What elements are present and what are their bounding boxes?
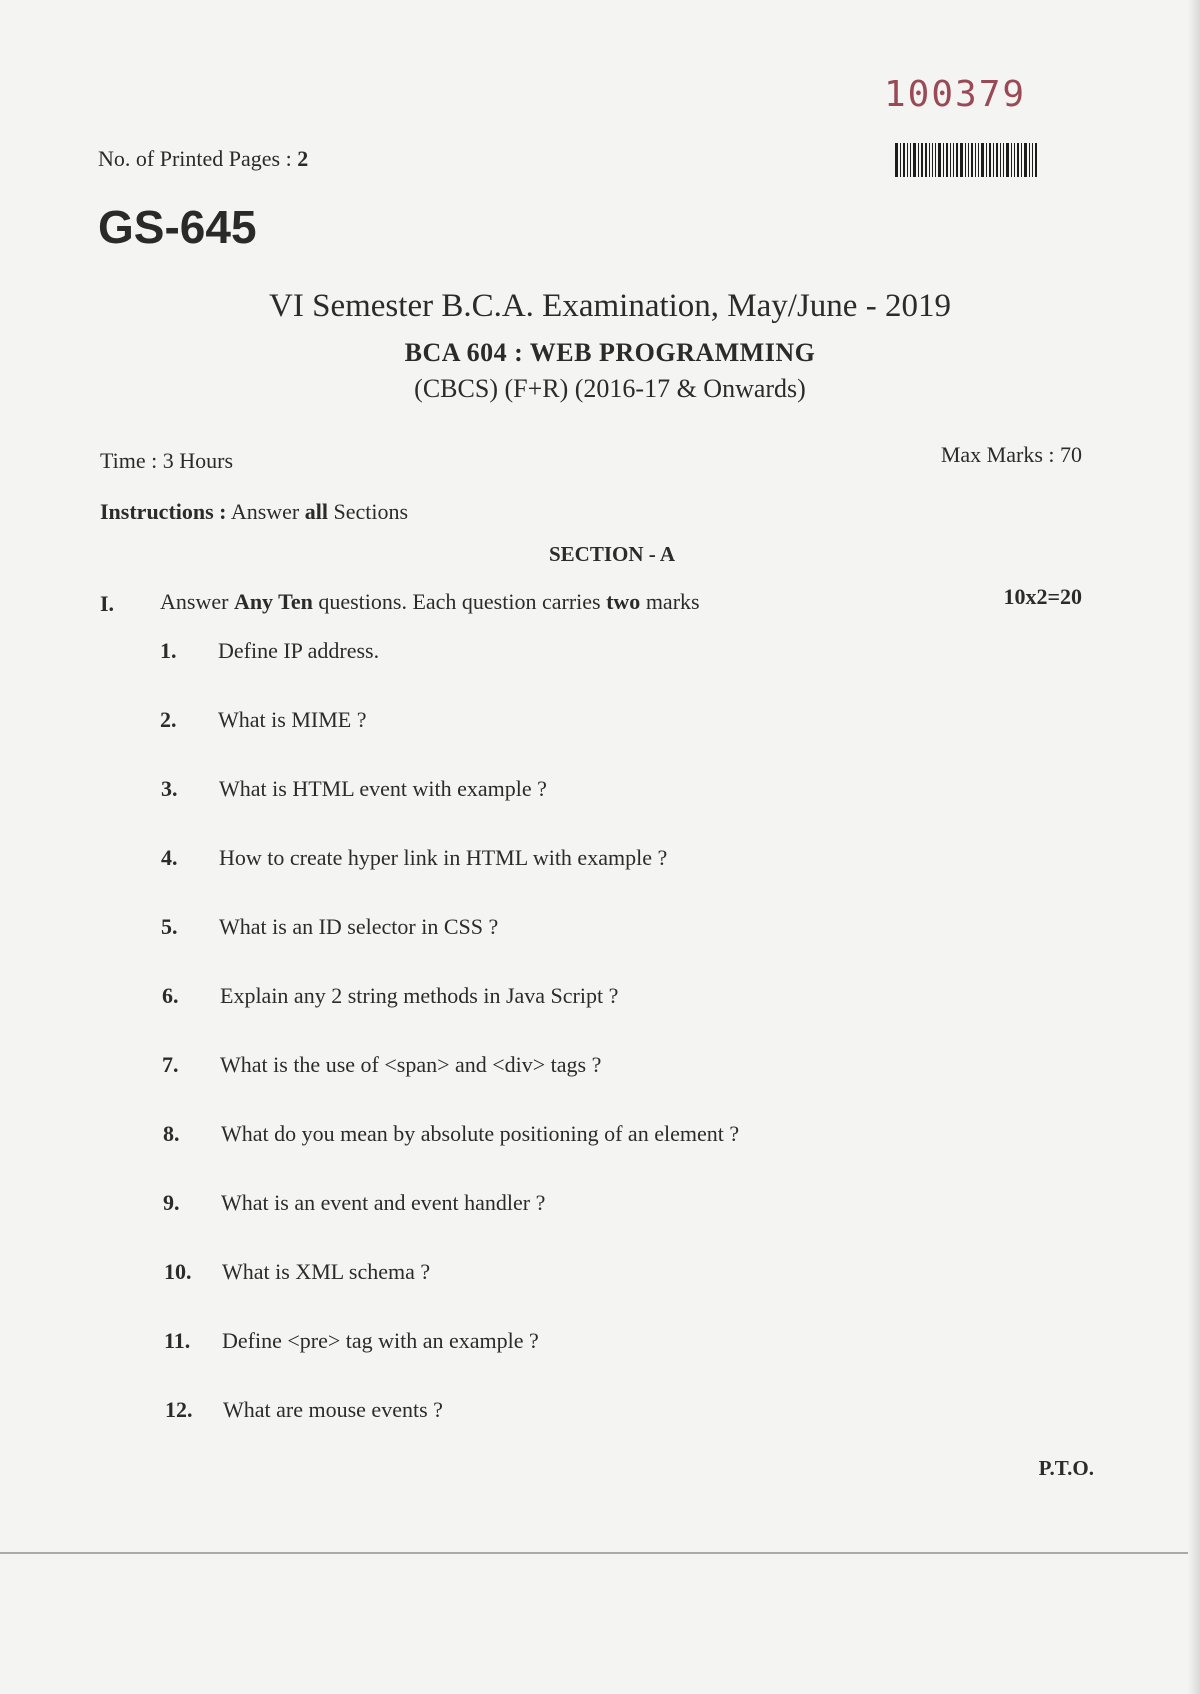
question-text: What is XML schema ? bbox=[222, 1259, 431, 1284]
question-number: 1. bbox=[160, 638, 177, 663]
question-number: 9. bbox=[163, 1190, 180, 1215]
instructions-post: Sections bbox=[333, 499, 409, 524]
instructions bbox=[100, 499, 408, 525]
section-marks: 10x2=20 bbox=[1003, 584, 1082, 609]
barcode-bar bbox=[935, 143, 936, 177]
barcode-bar bbox=[986, 143, 987, 177]
barcode-bar bbox=[1032, 143, 1033, 177]
barcode-bar bbox=[925, 143, 927, 177]
question-item bbox=[164, 1259, 430, 1285]
serial-number: 100379 bbox=[884, 74, 1027, 115]
question-item bbox=[164, 1328, 539, 1354]
barcode-bar bbox=[907, 143, 908, 177]
scheme-line: (CBCS) (F+R) (2016-17 & Onwards) bbox=[414, 374, 806, 403]
question-item bbox=[162, 1052, 601, 1078]
instructions-pre: Answer bbox=[230, 499, 300, 524]
question-text: Define <pre> tag with an example ? bbox=[222, 1328, 539, 1353]
please-turn-over: P.T.O. bbox=[1038, 1456, 1094, 1480]
barcode-bar bbox=[1021, 143, 1022, 177]
page-divider bbox=[0, 1552, 1200, 1554]
barcode-bar bbox=[900, 143, 901, 177]
barcode-bar bbox=[968, 143, 969, 177]
printed-pages-value: 2 bbox=[297, 146, 309, 171]
barcode-bar bbox=[975, 143, 976, 177]
question-text: What do you mean by absolute positioning of an element ? bbox=[221, 1121, 740, 1146]
barcode-bar bbox=[1024, 143, 1027, 177]
exam-title: VI Semester B.C.A. Examination, May/June - 2019 bbox=[269, 288, 951, 324]
barcode-bar bbox=[1011, 143, 1012, 177]
barcode bbox=[895, 143, 1080, 177]
barcode-bar bbox=[971, 143, 973, 177]
barcode-bar bbox=[938, 143, 941, 177]
barcode-bar bbox=[1014, 143, 1015, 177]
question-item bbox=[161, 776, 547, 802]
question-number: 7. bbox=[162, 1052, 179, 1077]
question-number: 4. bbox=[161, 845, 178, 870]
max-marks: Max Marks : 70 bbox=[940, 442, 1082, 467]
printed-pages-label: No. of Printed Pages : bbox=[98, 146, 292, 171]
barcode-bar bbox=[960, 143, 963, 177]
scan-edge-shadow bbox=[1188, 0, 1200, 1694]
question-text: How to create hyper link in HTML with example ? bbox=[219, 845, 668, 870]
barcode-bar bbox=[943, 143, 944, 177]
question-text: What is an ID selector in CSS ? bbox=[219, 914, 499, 939]
question-item bbox=[162, 983, 618, 1009]
prompt-bold-two: two bbox=[606, 589, 641, 614]
question-item bbox=[161, 845, 667, 871]
prompt-post: marks bbox=[645, 589, 700, 614]
section-a-title: SECTION - A bbox=[548, 542, 676, 566]
question-text: Define IP address. bbox=[218, 638, 380, 663]
prompt-bold-any-ten: Any Ten bbox=[233, 589, 313, 614]
question-text: What is HTML event with example ? bbox=[219, 776, 547, 801]
question-text: Explain any 2 string methods in Java Script ? bbox=[220, 983, 619, 1008]
question-number: 11. bbox=[164, 1328, 191, 1353]
barcode-bar bbox=[978, 143, 979, 177]
instructions-label: Instructions : bbox=[100, 499, 227, 524]
barcode-bar bbox=[929, 143, 930, 177]
barcode-bar bbox=[993, 143, 994, 177]
barcode-bar bbox=[1006, 143, 1009, 177]
question-number: 8. bbox=[163, 1121, 180, 1146]
barcode-bar bbox=[913, 143, 916, 177]
barcode-bar bbox=[996, 143, 998, 177]
barcode-bar bbox=[989, 143, 991, 177]
barcode-bar bbox=[1029, 143, 1030, 177]
barcode-bar bbox=[1003, 143, 1004, 177]
question-number: 6. bbox=[162, 983, 179, 1008]
question-text: What is an event and event handler ? bbox=[221, 1190, 546, 1215]
question-number: 3. bbox=[161, 776, 178, 801]
question-group-prompt bbox=[160, 589, 700, 615]
subject-title: BCA 604 : WEB PROGRAMMING bbox=[404, 338, 816, 367]
barcode-bar bbox=[921, 143, 923, 177]
question-group-number: I. bbox=[100, 591, 115, 616]
barcode-bar bbox=[1017, 143, 1019, 177]
question-item bbox=[163, 1121, 739, 1147]
barcode-bar bbox=[918, 143, 919, 177]
question-item bbox=[160, 638, 379, 664]
question-text: What is the use of <span> and <div> tags ? bbox=[220, 1052, 602, 1077]
question-item bbox=[165, 1397, 443, 1423]
barcode-bar bbox=[910, 143, 911, 177]
question-text: What are mouse events ? bbox=[223, 1397, 443, 1422]
question-number: 5. bbox=[161, 914, 178, 939]
question-item bbox=[161, 914, 498, 940]
barcode-bar bbox=[946, 143, 948, 177]
question-number: 2. bbox=[160, 707, 177, 732]
question-number: 12. bbox=[165, 1397, 193, 1422]
barcode-bar bbox=[932, 143, 933, 177]
barcode-bar bbox=[895, 143, 898, 177]
barcode-bar bbox=[953, 143, 954, 177]
barcode-bar bbox=[950, 143, 951, 177]
barcode-bar bbox=[1035, 143, 1037, 177]
prompt-mid: questions. Each question carries bbox=[318, 589, 601, 614]
barcode-bar bbox=[956, 143, 958, 177]
barcode-bar bbox=[903, 143, 905, 177]
question-text: What is MIME ? bbox=[218, 707, 367, 732]
barcode-bar bbox=[1000, 143, 1001, 177]
question-item bbox=[160, 707, 366, 733]
paper-code: GS-645 bbox=[98, 201, 257, 253]
instructions-bold: all bbox=[304, 499, 328, 524]
prompt-pre: Answer bbox=[160, 589, 229, 614]
question-number: 10. bbox=[164, 1259, 192, 1284]
question-item bbox=[163, 1190, 545, 1216]
time-allowed: Time : 3 Hours bbox=[100, 448, 234, 473]
printed-pages bbox=[98, 146, 308, 172]
barcode-bar bbox=[965, 143, 966, 177]
barcode-bar bbox=[981, 143, 984, 177]
